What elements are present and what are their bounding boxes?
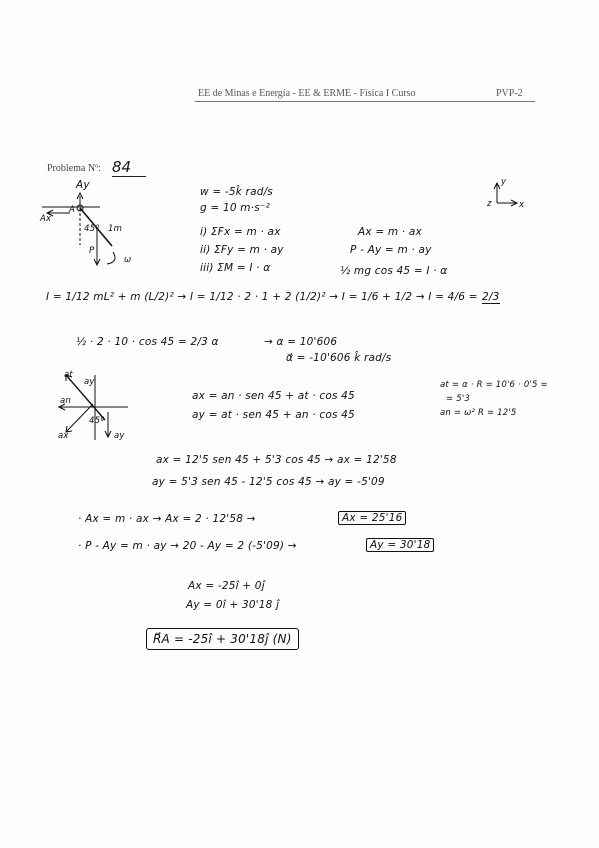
final-ay: Ay = 0î + 30'18 ĵ [186, 599, 280, 611]
eq-moment: ½ mg cos 45 = I · α [340, 265, 448, 277]
problem-label: Problema Nº: [47, 163, 101, 174]
eq-sum-m: iii) ΣM = I · α [200, 262, 271, 274]
diag1-angle: 45º [84, 224, 100, 234]
accel-ax-eq: ax = an · sen 45 + at · cos 45 [192, 390, 355, 402]
eq-ax: Ax = m · ax [358, 226, 422, 238]
axis-y: y [501, 177, 507, 187]
diag1-ax: Ax [40, 214, 52, 224]
eq-sum-fy: ii) ΣFy = m · ay [200, 244, 284, 256]
problem-number: 84 [112, 158, 146, 177]
inertia-line: I = 1/12 mL² + m (L/2)² → I = 1/12 · 2 · 1 + 2 (1/2)² → I = 1/6 + 1/2 → I = 4/6 = [46, 291, 478, 303]
header-course: EE de Minas e Energía - EE & ERME - Física I Curso [198, 88, 416, 99]
accel-at-result: = 5'3 [446, 394, 470, 404]
axis-x: x [519, 200, 525, 210]
force-ax-result: Ax = 25'16 [338, 511, 406, 525]
given-omega: w = -5k̂ rad/s [200, 186, 273, 198]
diag2-angle: 45º [89, 416, 105, 426]
header-code: PVP-2 [496, 88, 523, 99]
diag2-ax: ax [58, 431, 69, 441]
force-ay-result: Ay = 30'18 [366, 538, 434, 552]
axis-z: z [487, 199, 492, 209]
diag1-omega: ω [124, 255, 132, 265]
diag2-at: at [64, 370, 73, 380]
eq-ay: P - Ay = m · ay [350, 244, 432, 256]
diag1-length: 1m [108, 224, 123, 234]
alpha-result: → α = 10'606 [264, 336, 338, 348]
accel-an: an = ω² R = 12'5 [440, 408, 517, 418]
accel-ay-eq: ay = at · sen 45 + an · cos 45 [192, 409, 355, 421]
diag2-ay: ay [84, 377, 95, 387]
diag2-ay-down: ay [114, 431, 125, 441]
alpha-vector: α⃗ = -10'606 k̂ rad/s [286, 352, 392, 364]
force-ax-line: · Ax = m · ax → Ax = 2 · 12'58 → [78, 513, 256, 525]
diag1-a: A [69, 205, 76, 215]
force-ay-line: · P - Ay = m · ay → 20 - Ay = 2 (-5'09) → [78, 540, 297, 552]
diag2-an: an [60, 396, 71, 406]
final-reaction: R⃗A = -25î + 30'18ĵ (N) [146, 628, 299, 650]
alpha-eq: ½ · 2 · 10 · cos 45 = 2/3 α [76, 336, 219, 348]
eq-sum-fx: i) ΣFx = m · ax [200, 226, 281, 238]
diag1-weight: P [89, 246, 95, 256]
numeric-ax: ax = 12'5 sen 45 + 5'3 cos 45 → ax = 12'58 [156, 454, 397, 466]
inertia-result: 2/3 [482, 291, 500, 303]
accel-at: at = α · R = 10'6 · 0'5 = [440, 380, 548, 390]
final-ax: Ax = -25î + 0ĵ [188, 580, 265, 592]
given-g: g = 10 m·s⁻² [200, 202, 271, 214]
numeric-ay: ay = 5'3 sen 45 - 12'5 cos 45 → ay = -5'09 [152, 476, 385, 488]
diag1-ay: Ay [76, 179, 90, 191]
